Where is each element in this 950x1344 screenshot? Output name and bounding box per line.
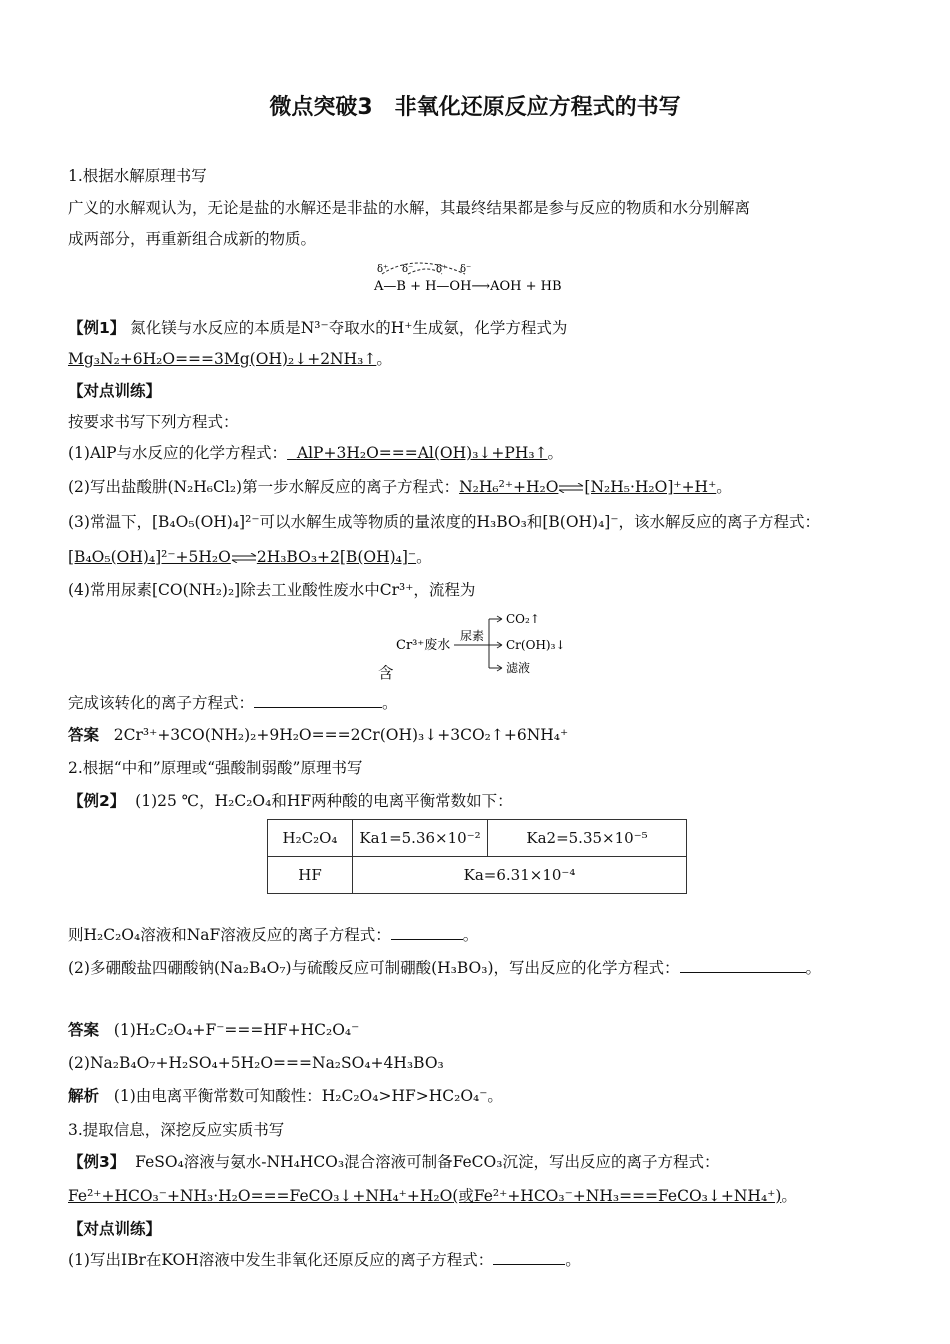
answer-label: 答案 — [68, 726, 100, 744]
answer-blank[interactable] — [680, 958, 806, 973]
flow-diagram — [392, 608, 582, 688]
answer-2-line2: (2)Na₂B₄O₇+H₂SO₄+5H₂O===Na₂SO₄+4H₃BO₃ — [68, 1054, 444, 1072]
delta-minus-label: δ⁻ — [402, 264, 414, 275]
answer-underlined: 2H₃BO₃+2[B(OH)₄]⁻ — [256, 548, 417, 566]
punctuation: 。 — [565, 1251, 581, 1269]
training-label: 【对点训练】 — [68, 1220, 162, 1238]
question-text: (2)多硼酸盐四硼酸钠(Na₂B₄O₇)与硫酸反应可制硼酸(H₃BO₃)，写出反应的化学方程式： — [68, 959, 680, 977]
reversible-arrow-icon — [231, 553, 257, 563]
answer-underlined — [287, 444, 548, 462]
example-1-answer-line — [68, 349, 392, 369]
exchange-arrow — [382, 263, 465, 274]
question-2 — [68, 477, 732, 497]
punctuation: 。 — [781, 1187, 797, 1205]
table-cell: HF — [268, 857, 353, 894]
example-3-answer — [68, 1186, 797, 1206]
question-4: (4)常用尿素[CO(NH₂)₂]除去工业酸性废水中Cr³⁺，流程为 — [68, 581, 476, 599]
answer-4 — [68, 725, 568, 745]
punctuation: 。 — [462, 926, 479, 944]
training-intro: 按要求书写下列方程式： — [68, 413, 239, 431]
training-label: 【对点训练】 — [68, 382, 162, 400]
punctuation: 。 — [376, 350, 392, 368]
answer-label: 答案 — [68, 1021, 100, 1039]
paragraph: 广义的水解观认为，无论是盐的水解还是非盐的水解，其最终结果都是参与反应的物质和水分别解离 — [68, 199, 751, 217]
example-label: 【例1】 — [68, 319, 126, 337]
example-2-question-a — [68, 925, 478, 945]
example-2 — [68, 791, 513, 811]
answer-text: (1)H₂C₂O₄+F⁻===HF+HC₂O₄⁻ — [113, 1021, 360, 1039]
punctuation: 。 — [487, 1087, 503, 1105]
paragraph: 成两部分，再重新组合成新的物质。 — [68, 230, 317, 248]
flow-product: 滤液 — [506, 661, 531, 675]
example-text: (1)25 ℃，H₂C₂O₄和HF两种酸的电离平衡常数如下： — [135, 792, 513, 810]
section-1-heading: 1.根据水解原理书写 — [68, 167, 207, 185]
example-text: 氮化镁与水反应的本质是N³⁻夺取水的H⁺生成氨，化学方程式为 — [130, 319, 568, 337]
example-label: 【例3】 — [68, 1153, 126, 1171]
question-text: 完成该转化的离子方程式： — [68, 694, 255, 712]
punctuation: 。 — [716, 478, 732, 496]
answer-underlined: [N₂H₅·H₂O]⁺+H⁺ — [584, 478, 717, 496]
delta-plus-label: δ⁺ — [436, 264, 448, 275]
table-cell: Ka1=5.36×10⁻² — [353, 820, 488, 857]
flow-product: CO₂↑ — [506, 612, 540, 626]
example-2-question-b — [68, 958, 821, 978]
page-title: 微点突破3 非氧化还原反应方程式的书写 — [269, 95, 681, 120]
question-3: (3)常温下，[B₄O₅(OH)₄]²⁻可以水解生成等物质的量浓度的H₃BO₃和[B(OH)₄]⁻，该水解反应的离子方程式： — [68, 513, 821, 531]
punctuation: 。 — [416, 548, 432, 566]
table-row — [268, 820, 687, 857]
training-question-1 — [68, 1250, 581, 1270]
section-2-heading: 2.根据“中和”原理或“强酸制弱酸”原理书写 — [68, 759, 363, 777]
section-3-heading: 3.提取信息，深挖反应实质书写 — [68, 1121, 285, 1139]
table-cell: H₂C₂O₄ — [268, 820, 353, 857]
punctuation: 。 — [382, 694, 398, 712]
question-text: 则H₂C₂O₄溶液和NaF溶液反应的离子方程式： — [68, 926, 391, 944]
hydrolysis-equation: A—B + H—OH⟶AOH + HB — [374, 279, 562, 294]
analysis-text: (1)由电离平衡常数可知酸性：H₂C₂O₄>HF>HC₂O₄⁻ — [113, 1087, 488, 1105]
question-3-answer — [68, 547, 432, 567]
reversible-arrow-icon — [558, 483, 584, 493]
table-row — [268, 857, 687, 894]
punctuation: 。 — [805, 959, 822, 977]
example-label: 【例2】 — [68, 792, 126, 810]
punctuation: 。 — [547, 444, 564, 462]
answer-2 — [68, 1020, 359, 1040]
flow-start: Cr³⁺废水 — [396, 638, 451, 653]
table-cell: Ka2=5.35×10⁻⁵ — [488, 820, 687, 857]
question-text: (1)AlP与水反应的化学方程式： — [68, 444, 288, 462]
answer-text: AlP+3H₂O===Al(OH)₃↓+PH₃↑ — [296, 444, 548, 462]
flow-product: Cr(OH)₃↓ — [506, 638, 566, 652]
flow-under-char: 含 — [378, 664, 394, 682]
table-cell: Ka=6.31×10⁻⁴ — [353, 857, 687, 894]
question-1 — [68, 443, 563, 463]
example-text: FeSO₄溶液与氨水-NH₄HCO₃混合溶液可制备FeCO₃沉淀，写出反应的离子方程式： — [135, 1153, 720, 1171]
answer-underlined: Fe²⁺+HCO₃⁻+NH₃·H₂O===FeCO₃↓+NH₄⁺+H₂O — [68, 1187, 453, 1205]
delta-minus-label: δ⁻ — [460, 264, 472, 275]
question-text: (2)写出盐酸肼(N₂H₆Cl₂)第一步水解反应的离子方程式： — [68, 478, 460, 496]
question-4-complete — [68, 693, 398, 713]
delta-plus-label: δ⁺ — [377, 264, 389, 275]
flow-reagent: 尿素 — [460, 629, 485, 643]
answer-blank[interactable] — [254, 693, 382, 708]
analysis-label: 解析 — [68, 1087, 100, 1105]
answer-underlined: Mg₃N₂+6H₂O===3Mg(OH)₂↓+2NH₃↑ — [68, 350, 377, 368]
hydrolysis-diagram — [370, 258, 590, 298]
example-1 — [68, 318, 567, 338]
answer-underlined: N₂H₆²⁺+H₂O — [459, 478, 559, 496]
analysis — [68, 1086, 503, 1106]
question-text: (1)写出IBr在KOH溶液中发生非氧化还原反应的离子方程式： — [68, 1251, 494, 1269]
example-3 — [68, 1152, 719, 1172]
answer-blank[interactable] — [391, 925, 463, 940]
answer-underlined: (或Fe²⁺+HCO₃⁻+NH₃===FeCO₃↓+NH₄⁺) — [452, 1187, 782, 1205]
ionization-constants-table — [267, 819, 687, 894]
answer-blank[interactable] — [493, 1250, 565, 1265]
answer-underlined: [B₄O₅(OH)₄]²⁻+5H₂O — [68, 548, 231, 566]
answer-text: 2Cr³⁺+3CO(NH₂)₂+9H₂O===2Cr(OH)₃↓+3CO₂↑+6NH₄⁺ — [113, 726, 569, 744]
